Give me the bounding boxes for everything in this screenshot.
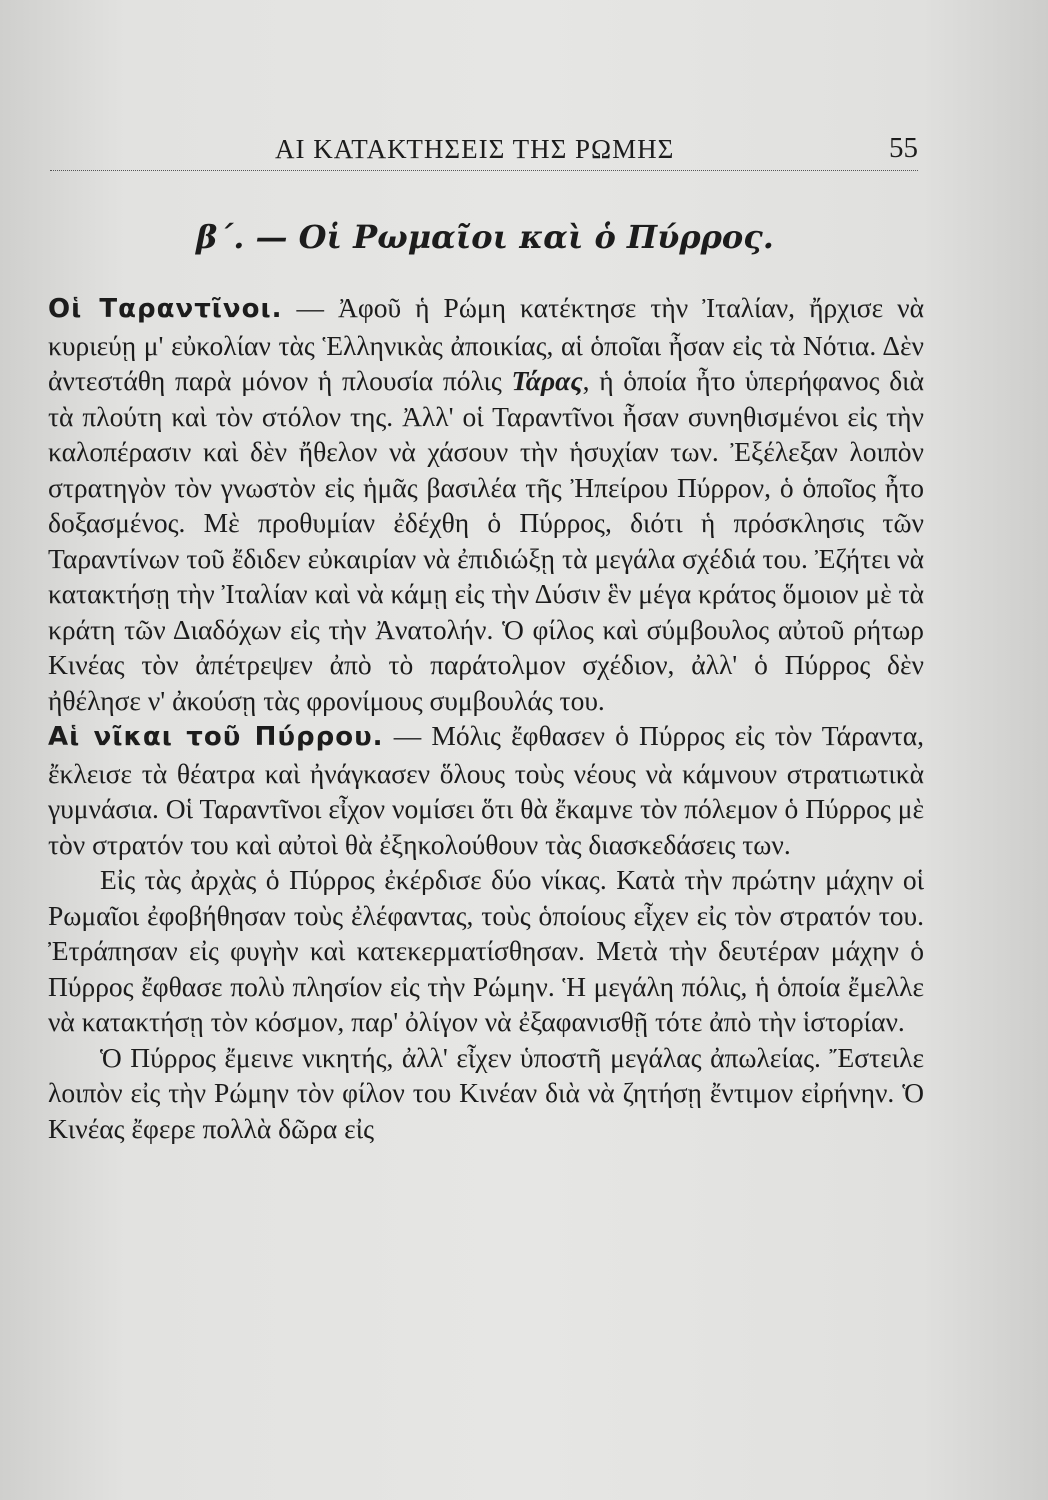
sidehead-victories: Αἱ νῖκαι τοῦ Πύρρου. bbox=[48, 722, 384, 752]
running-head bbox=[50, 130, 918, 171]
running-title: ΑΙ ΚΑΤΑΚΤΗΣΕΙΣ ΤΗΣ ΡΩΜΗΣ bbox=[275, 134, 675, 164]
paragraph-victories bbox=[48, 718, 924, 862]
paragraph-text: , ἡ ὁποία ἦτο ὑπερήφανος διὰ τὰ πλούτη καὶ τὸν στόλον της. Ἀλλ' οἱ Ταραντῖνοι ἦσαν συνηθισμένοι εἰς τὴν καλοπέρασιν καὶ δὲν ἤθελον νὰ χάσουν τὴν ἡσυχίαν των. Ἐξέλεξαν λοιπὸν στρατηγὸν τὸν γνωστὸν εἰς ἡμᾶς βασιλέα τῆς Ἠπείρου Πύρρον, ὁ ὁποῖος ἦτο δοξασμένος. Μὲ προθυμίαν ἐδέχθη ὁ Πύρρος, διότι ἡ πρόσκλησις τῶν Ταραντίνων τοῦ ἔδιδεν εὐκαιρίαν νὰ ἐπιδιώξῃ τὰ μεγάλα σχέδιά του. Ἐζήτει νὰ κατακτήσῃ τὴν Ἰταλίαν καὶ νὰ κάμῃ εἰς τὴν Δύσιν ἓν μέγα κράτος ὅμοιον μὲ τὰ κράτη τῶν Διαδόχων εἰς τὴν Ἀνατολήν. Ὁ φίλος καὶ σύμβουλος αὐτοῦ ρήτωρ Κινέας τὸν ἀπέτρεψεν ἀπὸ τὸ παράτολμον σχέδιον, ἀλλ' ὁ Πύρρος δὲν ἠθέλησε ν' ἀκούσῃ τὰς φρονίμους συμβουλάς του. bbox=[48, 365, 924, 716]
paragraph-text: — Μόλις ἔφθασεν ὁ Πύρρος εἰς τὸν Τάραντα, ἔκλεισε τὰ θέατρα καὶ ἠνάγκασεν ὅλους τοὺς νέους νὰ κάμνουν στρατιωτικὰ γυμνάσια. Οἱ Ταραντῖνοι εἶχον νομίσει ὅτι θὰ ἔκαμνε τὸν πόλεμον ὁ Πύρρος μὲ τὸν στρατόν του καὶ αὐτοὶ θὰ ἐξηκολούθουν τὰς διασκεδάσεις των. bbox=[48, 720, 924, 860]
section-title: β΄. — Οἱ Ρωμαῖοι καὶ ὁ Πύρρος. bbox=[196, 218, 774, 256]
page-number: 55 bbox=[889, 132, 918, 164]
body-text bbox=[48, 290, 924, 1146]
city-name: Τάρας bbox=[511, 365, 583, 396]
paragraph-tarentines bbox=[48, 290, 924, 718]
sidehead-tarentines: Οἱ Ταραντῖνοι. bbox=[48, 294, 283, 324]
paragraph-two-victories: Εἰς τὰς ἀρχὰς ὁ Πύρρος ἐκέρδισε δύο νίκας. Κατὰ τὴν πρώτην μάχην οἱ Ρωμαῖοι ἐφοβήθησαν τοὺς ἐλέφαντας, τοὺς ὁποίους εἶχεν εἰς τὸν στρατόν του. Ἐτράπησαν εἰς φυγὴν καὶ κατεκερματίσθησαν. Μετὰ τὴν δευτέραν μάχην ὁ Πύρρος ἔφθασε πολὺ πλησίον εἰς τὴν Ρώμην. Ἡ μεγάλη πόλις, ἡ ὁποία ἔμελλε νὰ κατακτήσῃ τὸν κόσμον, παρ' ὀλίγον νὰ ἐξαφανισθῇ τότε ἀπὸ τὴν ἱστορίαν. bbox=[48, 864, 924, 1037]
paragraph-text: — Ἀφοῦ ἡ Ρώμη κατέκτησε τὴν Ἰταλίαν, ἤρχισε νὰ κυριεύῃ μ' εὐκολίαν τὰς Ἑλληνικὰς ἀποικίας, αἱ ὁποῖαι ἦσαν εἰς τὰ Νότια. Δὲν ἀντεστάθη παρὰ μόνον ἡ πλουσία πόλις bbox=[48, 292, 924, 396]
paragraph-kineas: Ὁ Πύρρος ἔμεινε νικητής, ἀλλ' εἶχεν ὑποστῆ μεγάλας ἀπωλείας. Ἔστειλε λοιπὸν εἰς τὴν Ρώμην τὸν φίλον του Κινέαν διὰ νὰ ζητήσῃ ἔντιμον εἰρήνην. Ὁ Κινέας ἔφερε πολλὰ δῶρα εἰς bbox=[48, 1041, 924, 1144]
